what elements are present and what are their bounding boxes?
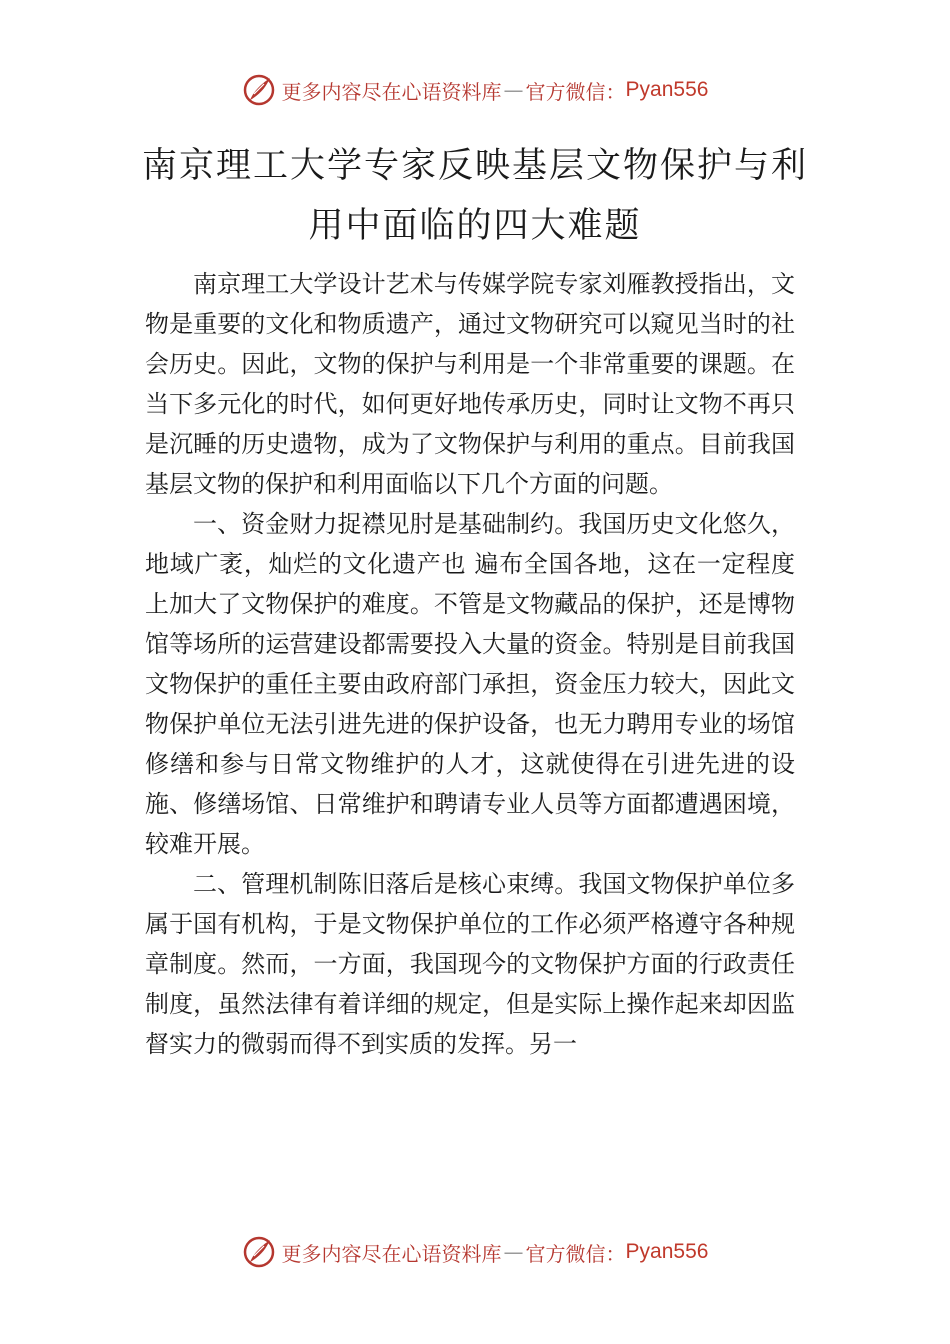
banner-text: 更多内容尽在心语资料库	[281, 1241, 502, 1266]
banner-separator: —	[503, 1240, 524, 1264]
paragraph: 一、资金财力捉襟见肘是基础制约。我国历史文化悠久，地域广袤，灿烂的文化遗产也 遍布全国各地，这在一定程度上加大了文物保护的难度。不管是文物藏品的保护，还是博物馆等场所的运营建设都需要投入大量的资金。特别是目前我国文物保护的重任主要由政府部门承担，资金压力较大，因此文物保护单位无法引进先进的保护设备，也无力聘用专业的场馆修缮和参与日常文物维护的人才，这就使得在引进先进的设施、修缮场馆、日常维护和聘请专业人员等方面都遭遇困境，较难开展。	[145, 510, 795, 858]
banner-wechat-label: 官方微信：	[525, 1241, 626, 1266]
banner-wechat-id: Pyan556	[625, 1240, 709, 1263]
banner-text: 更多内容尽在心语资料库	[281, 79, 502, 104]
footer-watermark-banner	[0, 1232, 950, 1272]
paragraph: 二、管理机制陈旧落后是核心束缚。我国文物保护单位多属于国有机构，于是文物保护单位的工作必须严格遵守各种规章制度。然而，一方面，我国现今的文物保护方面的行政责任制度，虽然法律有着详细的规定，但是实际上操作起来却因监督实力的微弱而得不到实质的发挥。另一	[145, 870, 795, 1058]
banner-wechat-id: Pyan556	[625, 78, 709, 101]
quill-logo-icon	[242, 1235, 276, 1269]
header-watermark-banner	[0, 70, 950, 110]
document-title: 南京理工大学专家反映基层文物保护与利用中面临的四大难题	[141, 146, 808, 246]
quill-logo-icon	[242, 73, 276, 107]
paragraph: 南京理工大学设计艺术与传媒学院专家刘雁教授指出，文物是重要的文化和物质遗产，通过文物研究可以窥见当时的社会历史。因此，文物的保护与利用是一个非常重要的课题。在当下多元化的时代，如何更好地传承历史，同时让文物不再只是沉睡的历史遗物，成为了文物保护与利用的重点。目前我国基层文物的保护和利用面临以下几个方面的问题。	[145, 270, 795, 498]
banner-wechat-label: 官方微信：	[525, 79, 626, 104]
banner-separator: —	[503, 78, 524, 102]
document-body	[145, 264, 795, 1064]
